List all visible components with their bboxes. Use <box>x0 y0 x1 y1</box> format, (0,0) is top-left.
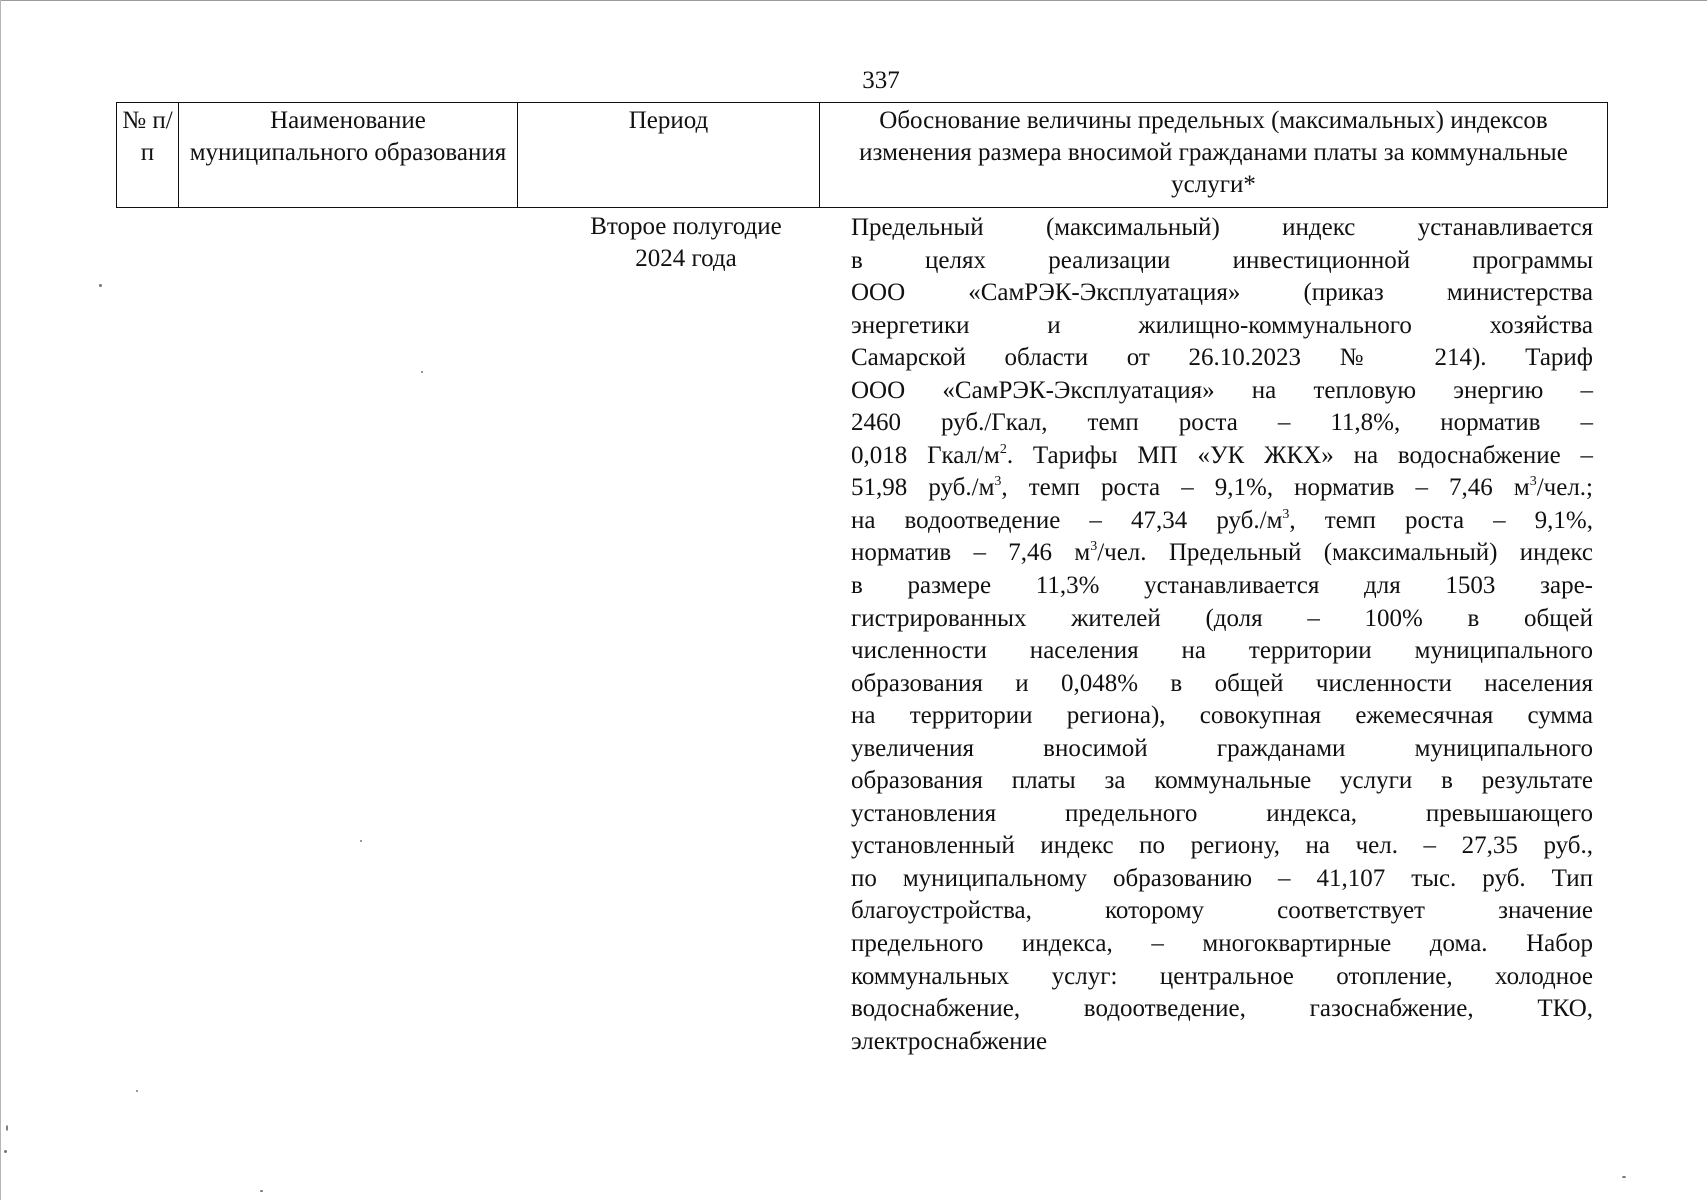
basis-line: норматив – 7,46 $м^3$/чел. Предельный (максимальный) индекс <box>851 539 1593 567</box>
period-cell: Второе полугодие 2024 года <box>590 213 782 272</box>
scan-speck <box>6 1125 8 1131</box>
scan-speck <box>360 840 362 842</box>
basis-line: образования и 0,048% в общей численности населения <box>851 669 1593 697</box>
basis-line: установленный индекс по региону, на чел. – 27,35 руб., <box>851 832 1593 860</box>
basis-line: энергетики и жилищно-коммунального хозяйства <box>851 311 1593 339</box>
header-num: № п/п <box>117 103 179 208</box>
basis-line: гистрированных жителей (доля – 100% в общей <box>851 604 1593 632</box>
basis-line: на территории региона), совокупная ежемесячная сумма <box>851 702 1593 730</box>
basis-line: образования платы за коммунальные услуги в результате <box>851 767 1593 795</box>
basis-line: увеличения вносимой гражданами муниципального <box>851 734 1593 762</box>
scan-edge-left <box>0 0 1 1200</box>
basis-line: установления предельного индекса, превышающего <box>851 799 1593 827</box>
basis-line: 51,98 $руб./м^3$, темп роста – 9,1%, норматив – 7,46 $м^3$/чел.; <box>851 474 1594 502</box>
basis-line: ООО «СамРЭК-Эксплуатация» (приказ министерства <box>851 279 1593 307</box>
header-municipality: Наименование муниципального образования <box>179 103 518 208</box>
header-basis: Обоснование величины предельных (максимальных) индексов изменения размера вносимой гражданами платы за коммунальные услуги* <box>820 103 1608 208</box>
basis-line: на водоотведение – 47,34 $руб./м^3$, темп роста – 9,1%, <box>851 506 1593 534</box>
scan-speck <box>99 284 102 287</box>
basis-line: ООО «СамРЭК-Эксплуатация» на тепловую энергию – <box>851 376 1593 404</box>
table-header <box>116 102 1608 208</box>
basis-line: 2460 руб./Гкал, темп роста – 11,8%, норматив – <box>851 409 1593 437</box>
basis-line: в размере 11,3% устанавливается для 1503 заре- <box>851 572 1593 600</box>
basis-line: 0,018 Гкал/$м^2$. Тарифы МП «УК ЖКХ» на водоснабжение – <box>851 441 1593 469</box>
header-period: Период <box>518 103 820 208</box>
scan-edge-top <box>0 0 1707 1</box>
basis-line: водоснабжение, водоотведение, газоснабжение, ТКО, <box>851 995 1593 1023</box>
basis-line: по муниципальному образованию – 41,107 тыс. руб. Тип <box>851 864 1593 892</box>
basis-line: в целях реализации инвестиционной программы <box>851 246 1593 274</box>
scan-speck <box>1622 1176 1626 1178</box>
scan-speck <box>421 371 423 373</box>
scan-speck <box>4 1150 7 1153</box>
basis-line: электроснабжение <box>851 1027 1048 1055</box>
scan-speck <box>260 1190 263 1192</box>
basis-line: Самарской области от 26.10.2023 № 214). Тариф <box>851 344 1593 372</box>
scan-speck <box>136 1090 138 1092</box>
basis-line: предельного индекса, – многоквартирные дома. Набор <box>851 930 1593 958</box>
basis-line: благоустройства, которому соответствует значение <box>851 897 1593 925</box>
page-number: 337 <box>862 67 900 94</box>
basis-line: численности населения на территории муниципального <box>851 637 1593 665</box>
basis-line: Предельный (максимальный) индекс устанавливается <box>851 214 1593 241</box>
basis-text <box>851 212 1593 1058</box>
basis-line: коммунальных услуг: центральное отопление, холодное <box>851 962 1593 990</box>
